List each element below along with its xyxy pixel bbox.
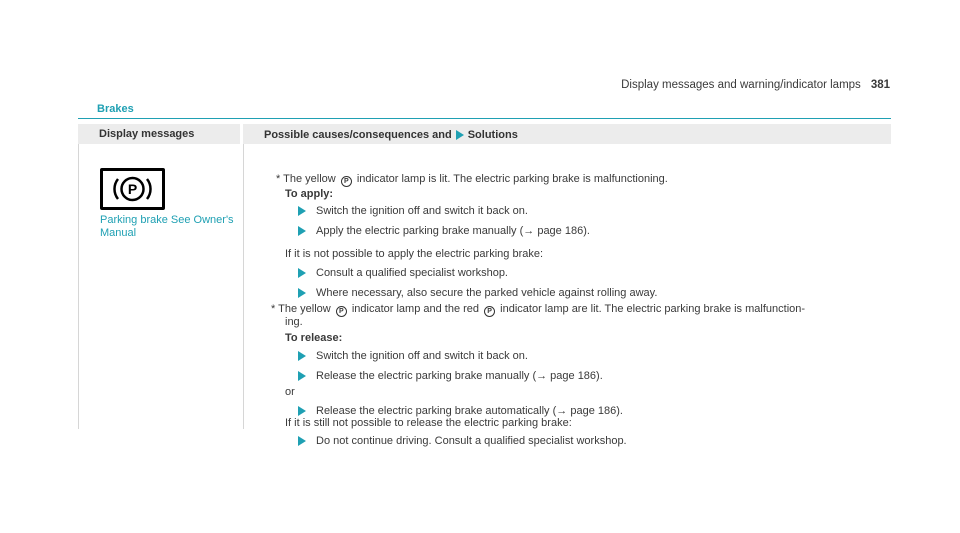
triangle-bullet-icon — [298, 406, 306, 416]
page-number: 381 — [870, 79, 890, 91]
note-not-possible-apply: If it is not possible to apply the electric parking brake: — [285, 248, 544, 260]
step-consult-workshop: Consult a qualified specialist workshop. — [316, 267, 508, 279]
cause-line-1: * The yellow P indicator lamp is lit. The electric parking brake is malfunctioning. — [276, 173, 668, 185]
step-switch-ignition: Switch the ignition off and switch it back on. — [316, 205, 528, 217]
triangle-bullet-icon — [298, 288, 306, 298]
triangle-bullet-icon — [298, 268, 306, 278]
triangle-bullet-icon — [298, 436, 306, 446]
step-do-not-continue: Do not continue driving. Consult a qualified specialist workshop. — [316, 435, 627, 447]
step-secure-vehicle: Where necessary, also secure the parked vehicle against rolling away. — [316, 287, 658, 299]
to-apply-label: To apply: — [285, 188, 334, 200]
note-not-possible-release: If it is still not possible to release the electric parking brake: — [285, 417, 572, 429]
or-label: or — [285, 386, 295, 398]
step-release-manually: Release the electric parking brake manually (→ page 186). — [316, 370, 603, 382]
section-title: Brakes — [97, 103, 134, 115]
step-apply-manually: Apply the electric parking brake manually (→ page 186). — [316, 225, 590, 237]
cause-line-2: * The yellow P indicator lamp and the red P indicator lamp are lit. The electric parking brake is malfunction- — [271, 303, 806, 315]
table-header-row — [78, 124, 891, 144]
parking-brake-icon — [100, 168, 165, 210]
triangle-bullet-icon — [298, 371, 306, 381]
parking-brake-letter: P — [127, 181, 138, 197]
running-header — [621, 79, 890, 91]
parking-indicator-icon: P — [336, 306, 347, 317]
to-release-label: To release: — [285, 332, 343, 344]
triangle-bullet-icon — [298, 226, 306, 236]
step-release-automatically: Release the electric parking brake automatically (→ page 186). — [316, 405, 623, 417]
running-title: Display messages and warning/indicator lamps — [621, 79, 861, 91]
section-divider — [78, 118, 891, 119]
step-switch-ignition-2: Switch the ignition off and switch it back on. — [316, 350, 528, 362]
cause-line-2-cont: ing. — [285, 316, 303, 328]
col-header-display-messages: Display messages — [78, 124, 240, 144]
parking-indicator-icon-red: P — [484, 306, 495, 317]
messages-table — [78, 124, 891, 447]
display-message-text: Parking brake See Owner's Manual — [100, 214, 234, 239]
solutions-cell — [243, 144, 891, 447]
parking-indicator-icon: P — [341, 176, 352, 187]
display-message-cell — [78, 144, 240, 429]
triangle-bullet-icon — [456, 130, 464, 140]
col-header-causes: Possible causes/consequences and Solutions — [243, 124, 891, 144]
table-row — [78, 144, 891, 447]
triangle-bullet-icon — [298, 206, 306, 216]
triangle-bullet-icon — [298, 351, 306, 361]
